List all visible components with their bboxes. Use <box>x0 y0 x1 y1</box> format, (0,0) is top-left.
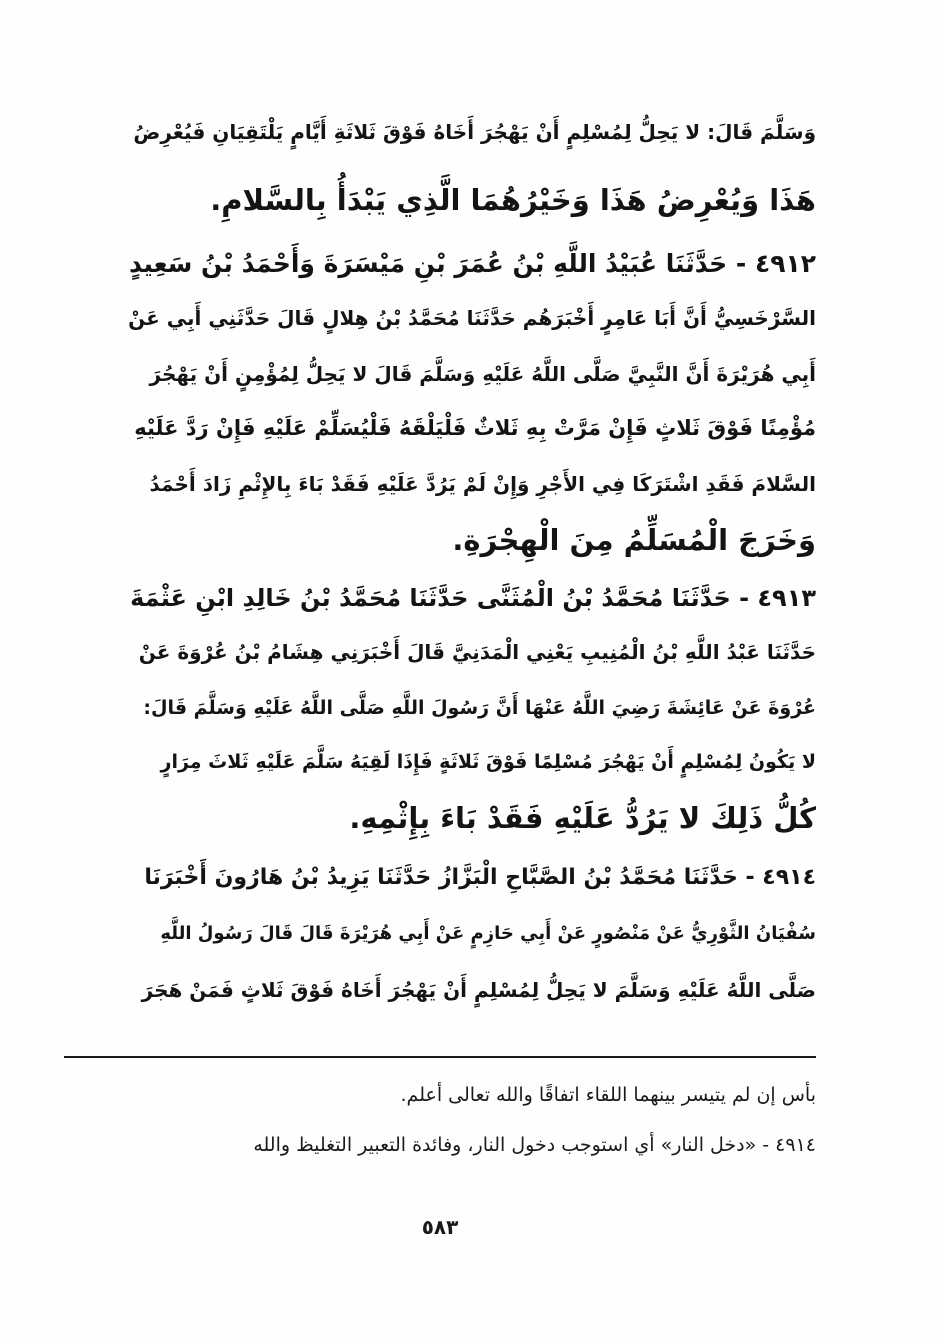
text-line-8: وَخَرَجَ الْمُسَلِّمُ مِنَ الْهِجْرَةِ. <box>452 523 816 557</box>
text-line-2: هَذَا وَيُعْرِضُ هَذَا وَخَيْرُهُمَا الَّذِي يَبْدَأُ بِالسَّلامِ. <box>210 183 816 217</box>
footnote-separator <box>64 1056 816 1058</box>
text-line-10: حَدَّثَنَا عَبْدُ اللَّهِ بْنُ الْمُنِيبِ يَعْنِي الْمَدَنِيَّ قَالَ أَخْبَرَنِي هِشَامُ بْنُ عُرْوَةَ عَنْ <box>138 640 816 664</box>
footnote-line-1: بأس إن لم يتيسر بينهما اللقاء اتفاقًا والله تعالى أعلم. <box>400 1084 816 1106</box>
page-number: ٥٨٣ <box>421 1215 459 1239</box>
text-line-15: سُفْيَانُ الثَّوْرِيُّ عَنْ مَنْصُورٍ عَنْ أَبِي حَازِمٍ عَنْ أَبِي هُرَيْرَةَ قَالَ قَالَ رَسُولُ اللَّهِ <box>160 923 816 944</box>
footnote-line-2: ٤٩١٤ - «دخل النار» أي استوجب دخول النار، وفائدة التعبير التغليظ والله <box>253 1134 816 1156</box>
text-line-16: صَلَّى اللَّهُ عَلَيْهِ وَسَلَّمَ لا يَحِلُّ لِمُسْلِمٍ أَنْ يَهْجُرَ أَخَاهُ فَوْقَ ثَلاثٍ فَمَنْ هَجَرَ <box>141 978 816 1002</box>
text-line-11: عُرْوَةَ عَنْ عَائِشَةَ رَضِيَ اللَّهُ عَنْهَا أَنَّ رَسُولَ اللَّهِ صَلَّى اللَّهُ عَلَيْهِ وَسَلَّمَ قَالَ: <box>143 697 816 719</box>
text-line-1: وَسَلَّمَ قَالَ: لا يَحِلُّ لِمُسْلِمٍ أَنْ يَهْجُرَ أَخَاهُ فَوْقَ ثَلاثَةِ أَيَّامٍ يَلْتَقِيَانِ فَيُعْرِضُ <box>133 120 816 144</box>
hadith-4914-heading-line: ٤٩١٤ - حَدَّثَنَا مُحَمَّدُ بْنُ الصَّبَّاحِ الْبَزَّازُ حَدَّثَنَا يَزِيدُ بْنُ هَارُونَ أَخْبَرَنَا <box>144 865 816 890</box>
text-line-12: لا يَكُونُ لِمُسْلِمٍ أَنْ يَهْجُرَ مُسْلِمًا فَوْقَ ثَلاثَةٍ فَإِذَا لَقِيَهُ سَلَّمَ عَلَيْهِ ثَلاثَ مِرَارٍ <box>160 751 816 773</box>
text-line-7: السَّلامَ فَقَدِ اشْتَرَكَا فِي الأَجْرِ وَإِنْ لَمْ يَرُدَّ عَلَيْهِ فَقَدْ بَاءَ بِالإِثْمِ زَادَ أَحْمَدُ <box>149 472 816 496</box>
text-line-13: كُلُّ ذَلِكَ لا يَرُدُّ عَلَيْهِ فَقَدْ بَاءَ بِإِثْمِهِ. <box>349 801 816 835</box>
hadith-4912-heading-line: ٤٩١٢ - حَدَّثَنَا عُبَيْدُ اللَّهِ بْنُ عُمَرَ بْنِ مَيْسَرَةَ وَأَحْمَدُ بْنُ سَعِيدٍ <box>129 249 816 278</box>
text-line-5: أَبِي هُرَيْرَةَ أَنَّ النَّبِيَّ صَلَّى اللَّهُ عَلَيْهِ وَسَلَّمَ قَالَ لا يَحِلُّ لِمُؤْمِنٍ أَنْ يَهْجُرَ <box>149 362 816 386</box>
text-line-6: مُؤْمِنًا فَوْقَ ثَلاثٍ فَإِنْ مَرَّتْ بِهِ ثَلاثٌ فَلْيَلْقَهُ فَلْيُسَلِّمْ عَلَيْهِ فَإِنْ رَدَّ عَلَيْهِ <box>134 416 816 440</box>
hadith-4913-heading-line: ٤٩١٣ - حَدَّثَنَا مُحَمَّدُ بْنُ الْمُثَنَّى حَدَّثَنَا مُحَمَّدُ بْنُ خَالِدِ ابْنِ عَثْمَةَ <box>130 584 816 612</box>
text-line-4: السَّرْخَسِيُّ أَنَّ أَبَا عَامِرٍ أَخْبَرَهُم حَدَّثَنَا مُحَمَّدُ بْنُ هِلالٍ قَالَ حَدَّثَنِي أَبِي عَنْ <box>128 306 816 330</box>
